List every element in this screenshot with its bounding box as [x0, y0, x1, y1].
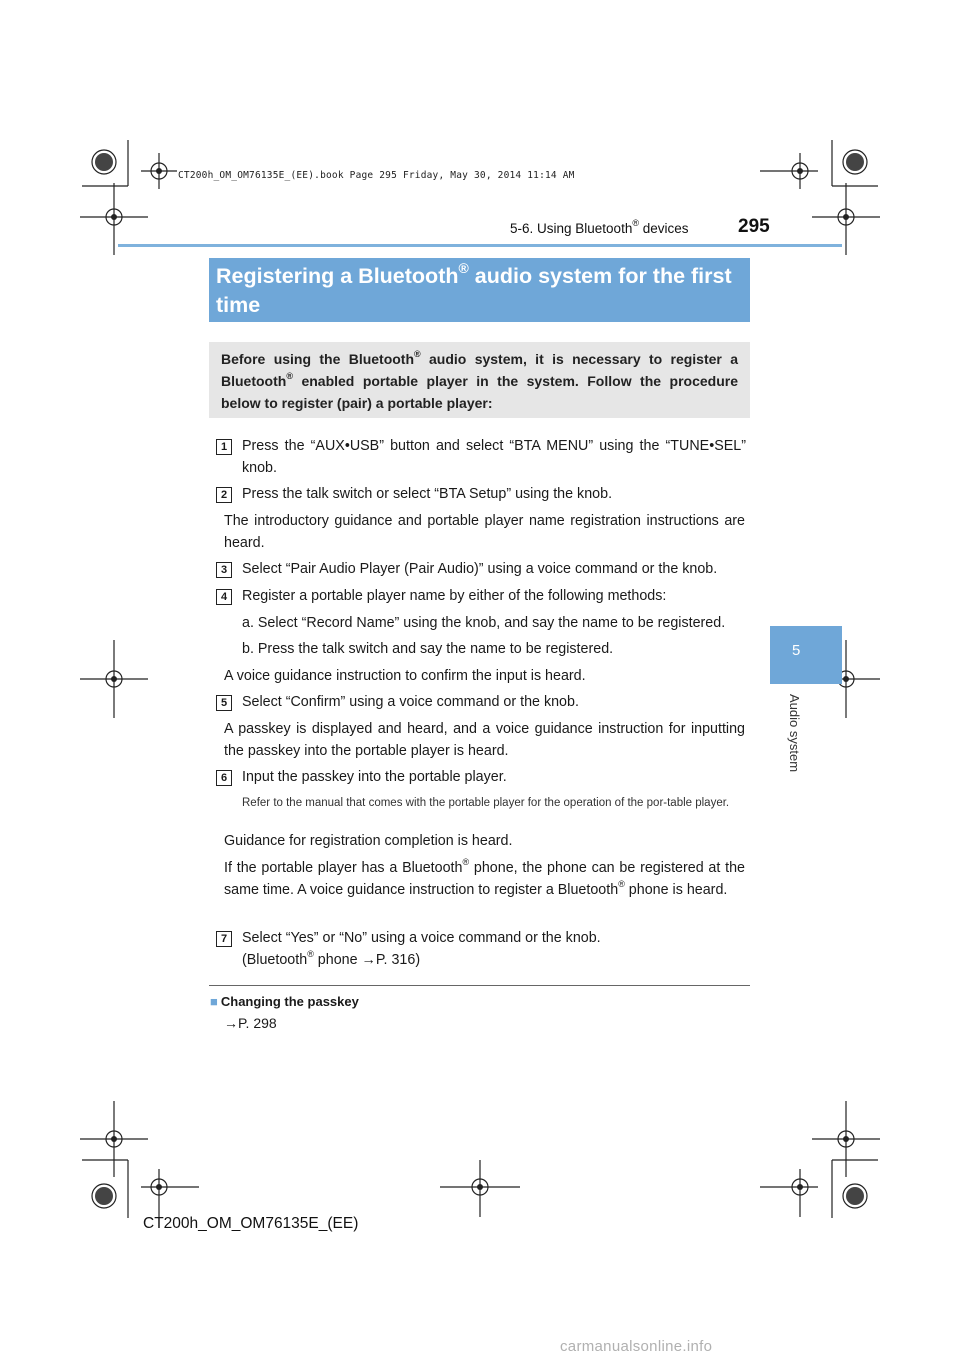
page-number: 295: [738, 216, 770, 237]
header-divider: [118, 244, 842, 247]
note-heading-text: Changing the passkey: [220, 994, 359, 1009]
step-number: 4: [216, 589, 232, 605]
chapter-label-text: Audio system: [787, 694, 802, 773]
registered-mark: ®: [458, 260, 469, 276]
step-number: 3: [216, 562, 232, 578]
notes-divider: [209, 985, 750, 986]
step-note: Refer to the manual that comes with the portable player for the operation of the por-table player.: [242, 797, 730, 809]
chapter-tab: [770, 626, 842, 684]
book-print-info: CT200h_OM_OM76135E_(EE).book Page 295 Friday, May 30, 2014 11:14 AM: [178, 170, 575, 181]
page-title: [216, 262, 746, 320]
step-info: The introductory guidance and portable player name registration instructions are heard.: [224, 513, 745, 551]
intro-box: [209, 342, 750, 418]
registered-mark: ®: [632, 218, 639, 228]
step-text: Select “Yes” or “No” using a voice command or the knob.: [242, 930, 601, 946]
document-code: CT200h_OM_OM76135E_(EE): [143, 1215, 359, 1232]
step-number: 5: [216, 695, 232, 711]
step-option: b. Press the talk switch and say the name to be registered.: [242, 641, 614, 657]
note-heading: [210, 994, 359, 1009]
step-info: [224, 857, 745, 901]
step-text: Select “Pair Audio Player (Pair Audio)” using a voice command or the knob.: [242, 561, 718, 577]
page-reference: [242, 949, 746, 971]
step-number: 7: [216, 931, 232, 947]
page-reference-part: phone →P. 316): [313, 952, 421, 968]
step-text: Press the “AUX•USB” button and select “BTA MENU” using the “TUNE•SEL” knob.: [242, 438, 746, 476]
crosshair-icon: [760, 1169, 818, 1217]
step-text: Press the talk switch or select “BTA Setup” using the knob.: [242, 486, 613, 502]
page-reference-part: (Bluetooth: [242, 952, 308, 968]
step-info: A voice guidance instruction to confirm the input is heard.: [224, 668, 586, 684]
step-number: 6: [216, 770, 232, 786]
crosshair-icon: [760, 153, 818, 189]
intro-text: [221, 348, 738, 414]
registered-mark: ®: [414, 349, 421, 359]
chapter-number: 5: [792, 642, 801, 659]
note-page-reference: →P. 298: [224, 1015, 277, 1031]
intro-text-part3: enabled portable player in the system. Follow the procedure below to register (pair) a portable player:: [221, 373, 738, 411]
step-number: 2: [216, 487, 232, 503]
registered-mark: ®: [307, 949, 314, 959]
crosshair-icon: [141, 1169, 199, 1217]
page-title-part2: audio system for the first time: [216, 264, 732, 317]
section-header: [510, 218, 689, 236]
watermark: carmanualsonline.info: [560, 1338, 713, 1355]
step-info: A passkey is displayed and heard, and a voice guidance instruction for inputting the passkey into the portable player is heard.: [224, 721, 745, 759]
registered-mark: ®: [286, 371, 293, 381]
section-header-suffix: devices: [638, 221, 689, 236]
intro-text-part2: audio system, it is necessary to register a Bluetooth: [221, 351, 738, 389]
section-title-box: [209, 258, 750, 322]
step-number: 1: [216, 439, 232, 455]
step-option: a. Select “Record Name” using the knob, and say the name to be registered.: [242, 615, 726, 631]
step-text: Register a portable player name by either of the following methods:: [242, 588, 667, 604]
step-info-part: phone, the phone can be registered at the same time. A voice guidance instruction to register a Bluetooth: [224, 860, 745, 898]
page-title-part1: Registering a Bluetooth: [216, 264, 459, 288]
section-header-prefix: 5-6. Using Bluetooth: [510, 221, 633, 236]
step-text: Input the passkey into the portable player.: [242, 769, 507, 785]
registered-mark: ®: [618, 879, 625, 889]
intro-text-part1: Before using the Bluetooth: [221, 351, 415, 367]
step-info: Guidance for registration completion is heard.: [224, 833, 513, 849]
step-info-part: phone is heard.: [624, 882, 728, 898]
registered-mark: ®: [462, 857, 470, 867]
step-text: Select “Confirm” using a voice command or the knob.: [242, 694, 579, 710]
step-info-part: If the portable player has a Bluetooth: [224, 860, 463, 876]
chapter-label: [786, 694, 802, 784]
square-bullet-icon: ■: [210, 994, 218, 1009]
